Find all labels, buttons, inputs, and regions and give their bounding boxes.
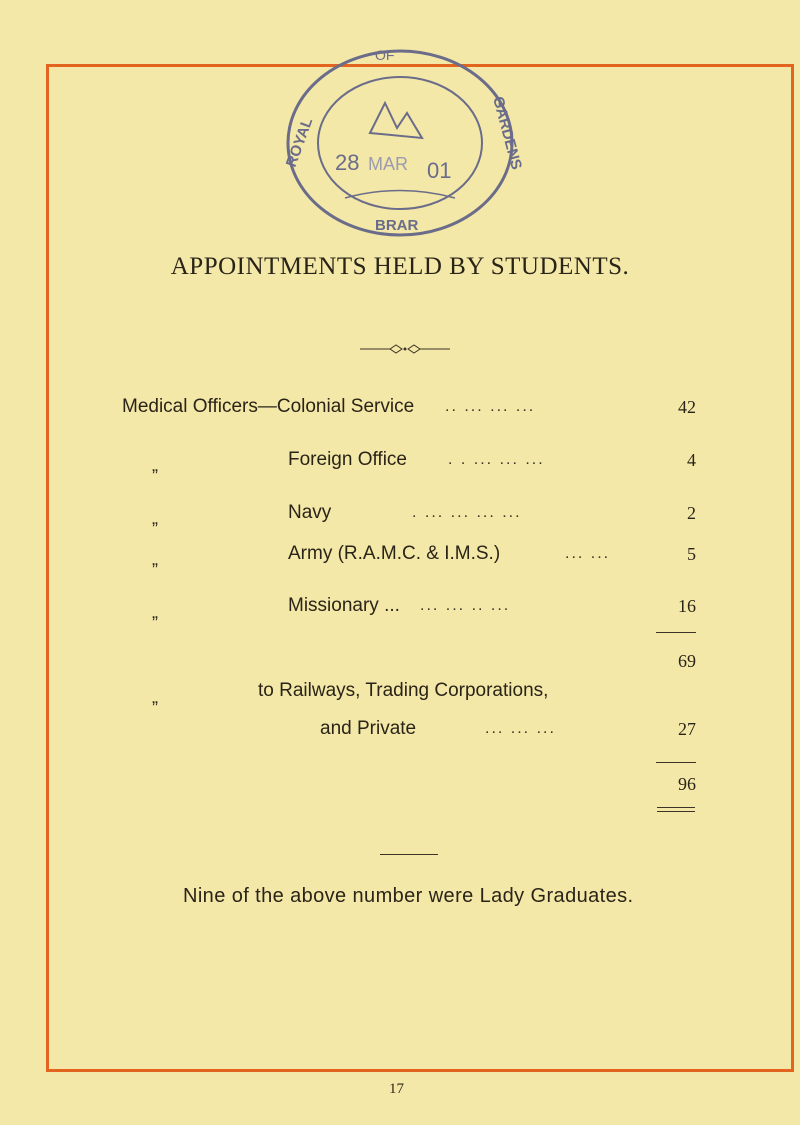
row-label-missionary: Missionary ... [288,595,400,616]
subtotal-value: 69 [678,651,696,671]
row-leader-dots: ... ... [565,545,611,562]
ditto-mark: „ [152,508,158,528]
page-title: APPOINTMENTS HELD BY STUDENTS. [170,253,630,280]
row-label-medical-colonial: Medical Officers—Colonial Service [122,396,415,417]
row-leader-dots: .. ... ... ... [445,398,536,415]
double-rule-bottom [657,811,695,812]
row-value-medical-colonial: 42 [678,397,696,417]
row-leader-dots: . ... ... ... ... [412,504,522,521]
ditto-mark: „ [152,455,158,475]
stamp-text-top: OF [375,47,395,63]
ditto-mark: „ [152,602,158,622]
footnote: Nine of the above number were Lady Graduates. [183,885,634,907]
row-leader-dots: ... ... ... [485,720,556,737]
ditto-mark: „ [152,687,158,707]
stamp-date-day: 28 [335,150,360,175]
row-label-army: Army (R.A.M.C. & I.M.S.) [288,543,501,564]
row-value-missionary: 16 [678,596,696,616]
stamp-date-month: MAR [368,154,408,174]
row-value-railways: 27 [678,719,696,739]
row-value-foreign-office: 4 [687,450,696,470]
row-value-army: 5 [687,544,696,564]
library-stamp [275,38,525,243]
row-label-railways: to Railways, Trading Corporations, [258,680,549,701]
ornament-divider [360,343,450,355]
stamp-text-bottom: BRAR [375,217,419,234]
row-leader-dots: ... ... .. ... [420,597,511,614]
row-leader-dots: . . ... ... ... [448,451,545,468]
short-divider [380,854,438,855]
ditto-mark: „ [152,549,158,569]
row-label-private: and Private [320,718,417,739]
total-value: 96 [678,774,696,794]
stamp-text-right: GARDENS [489,94,525,172]
sum-rule [656,762,696,763]
double-rule-top [657,807,695,808]
row-label-foreign-office: Foreign Office [288,449,407,470]
page-number: 17 [389,1081,404,1097]
stamp-text-left: ROYAL [282,115,317,170]
row-label-navy: Navy [288,502,332,523]
stamp-date-year: 01 [427,158,452,183]
row-value-navy: 2 [687,503,696,523]
sum-rule [656,632,696,633]
